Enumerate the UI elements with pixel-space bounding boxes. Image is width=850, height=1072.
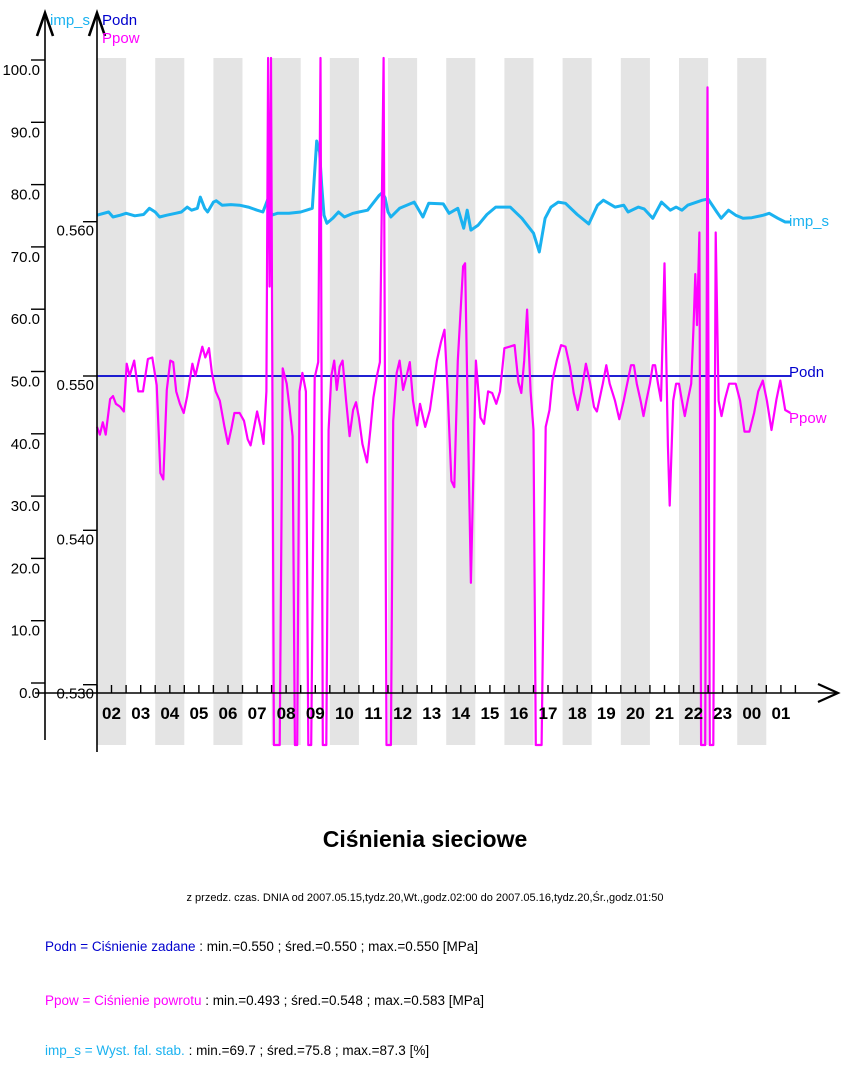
hour-label-06: 06	[218, 704, 238, 723]
stripe-hour-14	[446, 58, 475, 745]
inner-tick-label: 0.560	[56, 222, 94, 240]
hour-label-13: 13	[422, 704, 442, 723]
outer-tick-label: 20.0	[10, 560, 40, 578]
outer-tick-label: 40.0	[10, 435, 40, 453]
outer-tick-label: 0.0	[19, 685, 40, 702]
outer-tick-label: 90.0	[10, 124, 40, 142]
chart-subtitle: z przedz. czas. DNIA od 2007.05.15,tydz.20,Wt.,godz.02:00 do 2007.05.16,tydz.20,Śr.,godz.01:50	[186, 892, 664, 904]
stripe-hour-02	[97, 58, 126, 745]
hour-label-14: 14	[451, 704, 471, 723]
hour-label-19: 19	[596, 704, 616, 723]
stripe-hour-22	[679, 58, 708, 745]
hour-label-09: 09	[305, 704, 325, 723]
top-label-podn: Podn	[102, 12, 138, 29]
legend-podn-name: Podn = Ciśnienie zadane	[45, 939, 196, 954]
hour-label-00: 00	[742, 704, 762, 723]
legend-line-ppow	[45, 993, 805, 1008]
hour-label-08: 08	[276, 704, 296, 723]
chart-title: Ciśnienia sieciowe	[322, 826, 528, 852]
hour-label-02: 02	[102, 704, 121, 723]
series-end-label-imp_s: imp_s	[789, 213, 830, 230]
legend-ppow-stats: : min.=0.493 ; śred.=0.548 ; max.=0.583 [MPa]	[201, 993, 485, 1008]
stripe-hour-16	[504, 58, 533, 745]
hour-label-15: 15	[480, 704, 500, 723]
outer-tick-label: 10.0	[10, 622, 40, 640]
hour-label-04: 04	[160, 704, 180, 723]
hour-label-07: 07	[247, 704, 267, 723]
outer-tick-label: 30.0	[10, 498, 40, 516]
legend-imps-stats: : min.=69.7 ; śred.=75.8 ; max.=87.3 [%]	[184, 1043, 430, 1058]
outer-tick-label: 50.0	[10, 373, 40, 391]
legend-imps-name: imp_s = Wyst. fal. stab.	[45, 1043, 185, 1058]
hour-label-05: 05	[189, 704, 209, 723]
hour-label-20: 20	[625, 704, 645, 723]
outer-tick-label: 80.0	[10, 186, 40, 204]
hour-label-03: 03	[131, 704, 151, 723]
stripe-hour-10	[330, 58, 359, 745]
outer-tick-label: 60.0	[10, 311, 40, 329]
stripe-hour-08	[272, 58, 301, 745]
hour-label-11: 11	[364, 704, 383, 723]
outer-axis-ticks	[2, 60, 45, 702]
legend-line-podn	[45, 939, 805, 954]
top-label-ppow: Ppow	[102, 30, 140, 47]
stripe-hour-00	[737, 58, 766, 745]
hour-label-17: 17	[538, 704, 558, 723]
inner-tick-label: 0.550	[56, 377, 94, 394]
hour-label-16: 16	[509, 704, 529, 723]
stripe-hour-06	[213, 58, 242, 745]
outer-tick-label: 100.0	[2, 62, 40, 79]
hour-label-10: 10	[334, 704, 354, 723]
hour-label-22: 22	[684, 704, 704, 723]
hour-label-12: 12	[393, 704, 413, 723]
series-end-label-podn: Podn	[789, 364, 825, 381]
stripe-hour-18	[563, 58, 592, 745]
outer-tick-label: 70.0	[10, 248, 40, 266]
hour-label-23: 23	[713, 704, 733, 723]
hour-label-21: 21	[655, 704, 674, 723]
series-end-label-ppow: Ppow	[789, 410, 827, 427]
inner-tick-label: 0.530	[56, 685, 94, 703]
legend-podn-stats: : min.=0.550 ; śred.=0.550 ; max.=0.550 [MPa]	[195, 939, 479, 954]
inner-axis-ticks	[56, 222, 97, 703]
hour-label-18: 18	[567, 704, 587, 723]
hour-label-01: 01	[771, 704, 791, 723]
legend-line-imps	[45, 1043, 805, 1058]
inner-tick-label: 0.540	[56, 531, 94, 549]
top-label-imp-s: imp_s	[50, 12, 91, 29]
legend-ppow-name: Ppow = Ciśnienie powrotu	[45, 993, 202, 1008]
